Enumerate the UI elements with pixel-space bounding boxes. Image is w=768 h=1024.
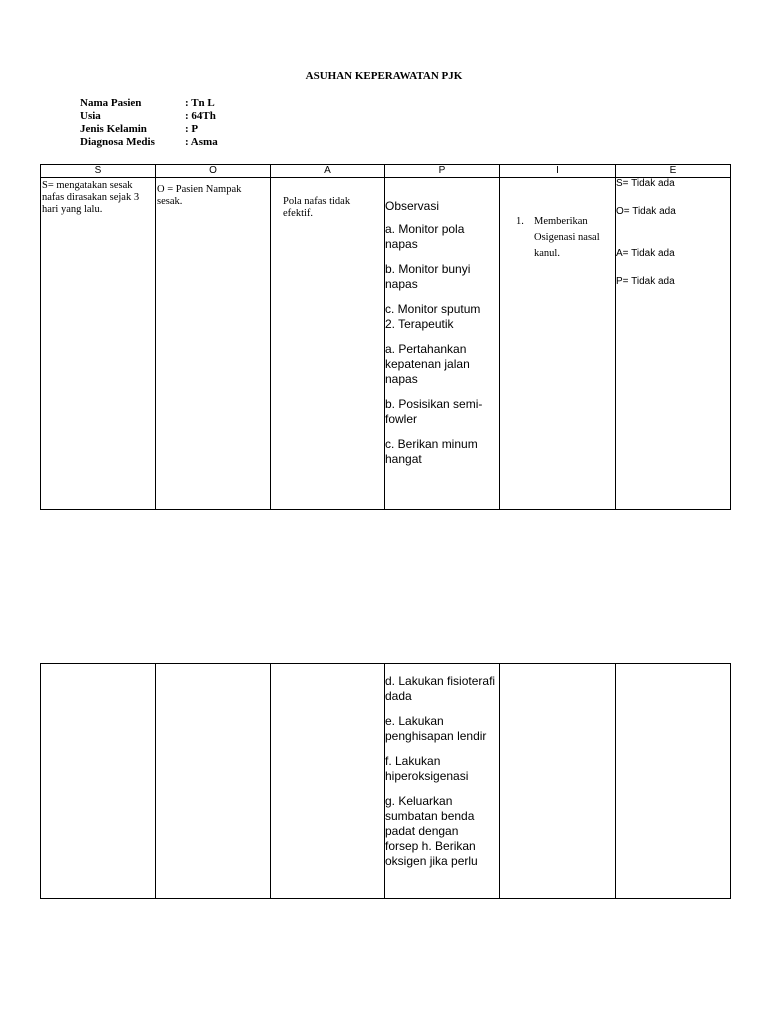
evaluation-s: S= Tidak ada [616,178,675,189]
cell-subjective [41,178,156,510]
plan-item: e. Lakukan penghisapan lendir [385,714,487,743]
patient-age-value: : 64Th [185,110,216,122]
patient-info [80,97,218,149]
implementation-text: Memberikan Osigenasi nasal kanul. [534,216,600,259]
plan-item: g. Keluarkan sumbatan benda padat dengan forsep h. Berikan oksigen jika perlu [385,794,478,868]
header-p: P [385,165,500,178]
header-s: S [41,165,156,178]
patient-name-label: Nama Pasien [80,97,142,109]
cell-implementation [500,664,616,899]
plan-item: d. Lakukan fisioterafi dada [385,674,496,703]
patient-gender-label: Jenis Kelamin [80,123,147,135]
cell-evaluation [616,178,731,510]
patient-gender-value: : P [185,123,199,135]
table-row [41,664,731,899]
plan-item: 2. Terapeutik [385,317,454,331]
care-plan-table [40,164,731,510]
plan-item: b. Posisikan semi-fowler [385,397,483,426]
header-e: E [616,165,731,178]
cell-plan [385,664,500,899]
care-plan-table-continued [40,663,731,899]
cell-objective [156,178,271,510]
plan-item: c. Berikan minum hangat [385,437,478,466]
patient-diagnosis-value: : Asma [185,136,218,148]
patient-diagnosis-label: Diagnosa Medis [80,136,155,148]
patient-age-row [80,110,218,123]
evaluation-o: O= Tidak ada [616,206,676,217]
patient-diagnosis-row [80,136,218,149]
patient-name-value: : Tn L [185,97,215,109]
cell-evaluation [616,664,731,899]
patient-age-label: Usia [80,110,101,122]
plan-item: Observasi [385,199,440,213]
cell-assessment [271,178,385,510]
table-row [41,178,731,510]
plan-list [385,178,499,467]
plan-item: b. Monitor bunyi napas [385,262,471,291]
plan-item: a. Monitor pola napas [385,222,465,251]
plan-item: f. Lakukan hiperoksigenasi [385,754,469,783]
cell-subjective [41,664,156,899]
objective-text: O = Pasien Nampak sesak. [157,184,242,207]
table-header-row [41,165,731,178]
subjective-text: S= mengatakan sesak nafas dirasakan sejak 3 hari yang lalu. [42,180,140,215]
header-i: I [500,165,616,178]
plan-item: a. Pertahankan kepatenan jalan napas [385,342,470,386]
evaluation-a: A= Tidak ada [616,248,675,259]
evaluation-list [616,178,730,288]
cell-implementation [500,178,616,510]
assessment-text: Pola nafas tidak efektif. [283,196,351,219]
header-o: O [156,165,271,178]
cell-plan [385,178,500,510]
patient-gender-row [80,123,218,136]
header-a: A [271,165,385,178]
cell-assessment [271,664,385,899]
cell-objective [156,664,271,899]
plan-list [385,664,499,869]
evaluation-p: P= Tidak ada [616,276,675,287]
document-title: ASUHAN KEPERAWATAN PJK [305,70,463,82]
plan-item: c. Monitor sputum [385,302,481,316]
implementation-item [500,178,615,262]
implementation-number: 1. [516,216,524,227]
patient-name-row [80,97,218,110]
